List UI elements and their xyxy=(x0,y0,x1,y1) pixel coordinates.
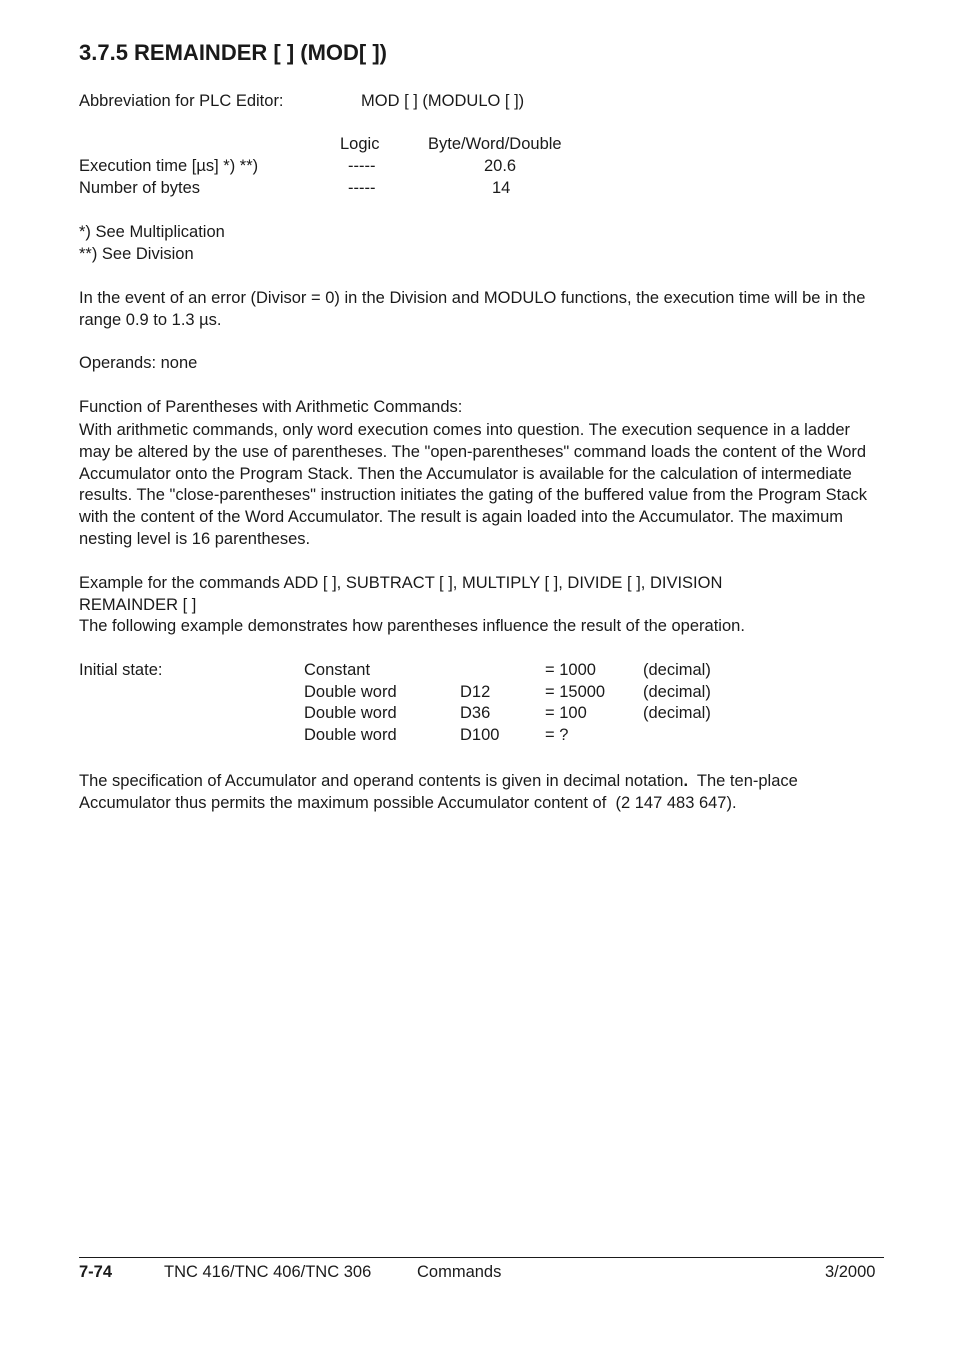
specification-period: . xyxy=(683,772,689,790)
abbreviation-value: MOD [ ] (MODULO [ ]) xyxy=(361,92,525,110)
execution-time-logic: ----- xyxy=(348,157,376,175)
example-description: The following example demonstrates how parentheses influence the result of the operation. xyxy=(79,617,745,635)
state-type: Constant xyxy=(304,661,371,679)
initial-state-label: Initial state: xyxy=(79,661,163,679)
state-note: (decimal) xyxy=(643,704,711,722)
execution-time-label: Execution time [µs] *) **) xyxy=(79,157,259,175)
state-type: Double word xyxy=(304,726,397,744)
specification-text: The specification of Accumulator and operand contents is given in decimal notation xyxy=(79,772,684,790)
footer-date: 3/2000 xyxy=(825,1263,876,1281)
state-operand: D36 xyxy=(460,704,491,722)
note-division: **) See Division xyxy=(79,245,194,263)
footer-chapter: Commands xyxy=(417,1263,502,1281)
state-operand: D100 xyxy=(460,726,500,744)
state-note: (decimal) xyxy=(643,661,711,679)
number-of-bytes-label: Number of bytes xyxy=(79,179,201,197)
parentheses-paragraph: With arithmetic commands, only word execution comes into question. The execution sequence in a ladder may be altered by the use of parentheses. The "open-parentheses" command loads the content of the Word Accumulator onto the Program Stack. Then the Accumulator is available for the calculation of intermediate results. The "close-parentheses" instruction initiates the gating of the buffered value from the Program Stack with the content of the Word Accumulator. The result is again loaded into the Accumulator. The maximum nesting level is 16 parentheses. xyxy=(79,421,867,548)
abbreviation-label: Abbreviation for PLC Editor: xyxy=(79,92,284,110)
column-header-logic: Logic xyxy=(340,135,380,153)
state-value: = 15000 xyxy=(545,683,606,701)
specification-paragraph xyxy=(79,771,879,815)
state-value: = 100 xyxy=(545,704,587,722)
execution-time-value: 20.6 xyxy=(484,157,517,175)
state-value: = ? xyxy=(545,726,569,744)
state-operand: D12 xyxy=(460,683,491,701)
state-value: = 1000 xyxy=(545,661,596,679)
footer-model: TNC 416/TNC 406/TNC 306 xyxy=(164,1263,372,1281)
footer-divider xyxy=(79,1257,884,1258)
footer-page-number: 7-74 xyxy=(79,1263,113,1281)
column-header-byte-word-double: Byte/Word/Double xyxy=(428,135,562,153)
note-multiplication: *) See Multiplication xyxy=(79,223,225,241)
parentheses-heading: Function of Parentheses with Arithmetic Commands: xyxy=(79,398,463,416)
example-commands-line: Example for the commands ADD [ ], SUBTRACT [ ], MULTIPLY [ ], DIVIDE [ ], DIVISION REMAINDER [ ] xyxy=(79,574,723,614)
state-type: Double word xyxy=(304,683,397,701)
operands-line: Operands: none xyxy=(79,354,198,372)
state-type: Double word xyxy=(304,704,397,722)
number-of-bytes-value: 14 xyxy=(492,179,511,197)
error-paragraph: In the event of an error (Divisor = 0) in the Division and MODULO functions, the execution time will be in the range 0.9 to 1.3 µs. xyxy=(79,289,866,329)
number-of-bytes-logic: ----- xyxy=(348,179,376,197)
specification-text-continued: The ten-place Accumulator thus permits the maximum possible Accumulator content of (2 147 483 647). xyxy=(79,772,802,812)
state-note: (decimal) xyxy=(643,683,711,701)
section-title: 3.7.5 REMAINDER [ ] (MOD[ ]) xyxy=(79,40,387,65)
